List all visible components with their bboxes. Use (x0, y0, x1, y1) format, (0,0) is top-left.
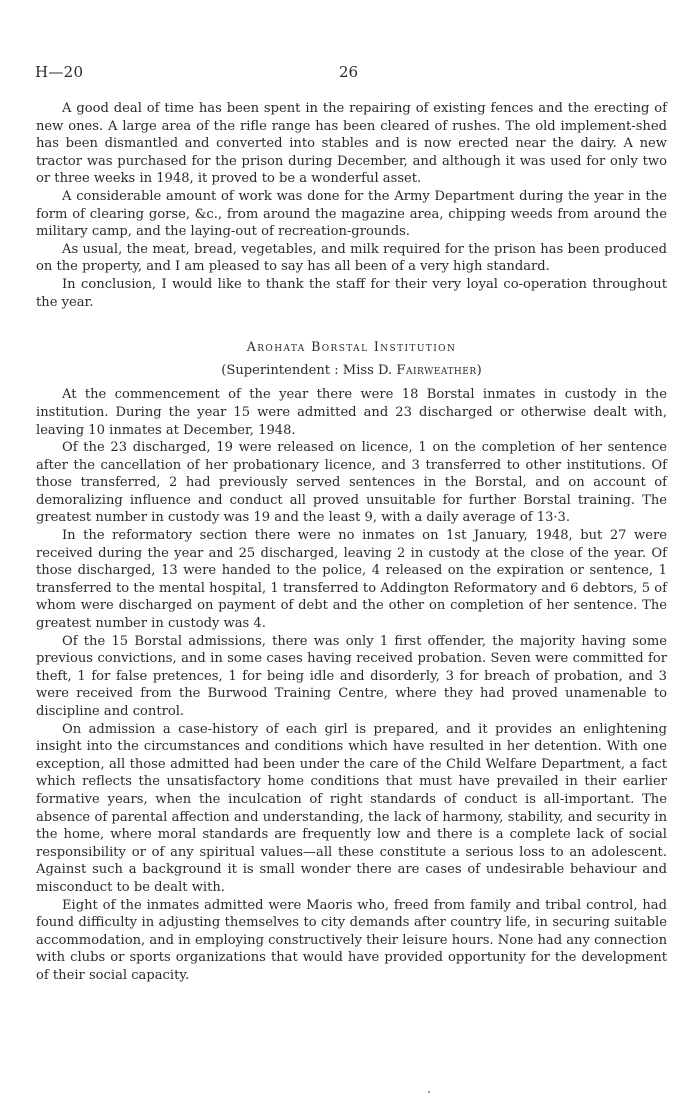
section-title: Arohata Borstal Institution (246, 339, 457, 355)
paragraph: Of the 23 discharged, 19 were released on licence, 1 on the completion of her sentence after the cancellation of her probationary licence, and 3 transferred to other institutions. Of those transferred, 2 had previously served sentences in the Borstal, and on account of demoralizing influence and conduct all proved unsuitable for further Borstal training. The greatest number in custody was 19 and the least 9, with a daily average of 13·3. (36, 440, 667, 526)
paragraph: A considerable amount of work was done for the Army Department during the year in the form of clearing gorse, &c., from around the magazine area, chipping weeds from around the military camp, and the laying-out of recreation-grounds. (36, 188, 667, 240)
paragraph: On admission a case-history of each girl is prepared, and it provides an enlightening insight into the circumstances and conditions which have resulted in her detention. With one exception, all those admitted had been under the care of the Child Welfare Department, a fact which reflects the unsatisfactory home conditions that must have prevailed in their earlier formative years, when the inculcation of right standards of conduct is all-important. The absence of parental affection and understanding, the lack of harmony, stability, and security in the home, where moral standards are frequently low and there is a complete lack of social responsibility or of any spiritual values—all these constitute a serious loss to an adolescent. Against such a background it is small wonder there are cases of undesirable behaviour and misconduct to be dealt with. (36, 721, 667, 895)
superintendent-name: Fairweather (396, 362, 477, 378)
paragraph: Of the 15 Borstal admissions, there was only 1 first offender, the majority having some previous convictions, and in some cases having received probation. Seven were committed for theft, 1 for false pretences, 1 for being idle and disorderly, 3 for breach of probation, and 3 were received from the Burwood Training Centre, where they had proved unamenable to discipline and control. (36, 633, 667, 719)
paragraph: A good deal of time has been spent in the repairing of existing fences and the erecting of new ones. A large area of the rifle range has been cleared of rushes. The old implement-shed has been dismantled and converted into stables and is now erected near the dairy. A new tractor was purchased for the prison during December, and although it was used for only two or three weeks in 1948, it proved to be a wonderful asset. (36, 101, 667, 187)
section-subtitle (36, 362, 667, 380)
paragraph: At the commencement of the year there were 18 Borstal inmates in custody in the institution. During the year 15 were admitted and 23 discharged or otherwise dealt with, leaving 10 inmates at December, 1948. (36, 387, 667, 438)
report-code: H—20 (35, 63, 84, 81)
paragraph: As usual, the meat, bread, vegetables, and milk required for the prison has been produced on the property, and I am pleased to say has all been of a very high standard. (36, 241, 667, 275)
paragraph: In conclusion, I would like to thank the staff for their very loyal co-operation throughout the year. (36, 276, 667, 310)
document-body (36, 100, 667, 985)
subtitle-suffix: ) (476, 362, 482, 378)
scan-speck (428, 1091, 430, 1093)
page-number: 26 (339, 63, 359, 81)
paragraph: Eight of the inmates admitted were Maoris who, freed from family and tribal control, had found difficulty in adjusting themselves to city demands after country life, in securing suitable accommodation, and in employing constructively their leisure hours. None had any connection with clubs or sports organizations that would have provided opportunity for the development of their social capacity. (36, 897, 667, 983)
paragraph: In the reformatory section there were no inmates on 1st January, 1948, but 27 were received during the year and 25 discharged, leaving 2 in custody at the close of the year. Of those discharged, 13 were handed to the police, 4 released on the expiration or sentence, 1 transferred to the mental hospital, 1 transferred to Addington Reformatory and 6 debtors, 5 of whom were discharged on payment of debt and the other on completion of her sentence. The greatest number in custody was 4. (36, 528, 667, 632)
subtitle-prefix: (Superintendent : Miss D. (221, 362, 397, 378)
